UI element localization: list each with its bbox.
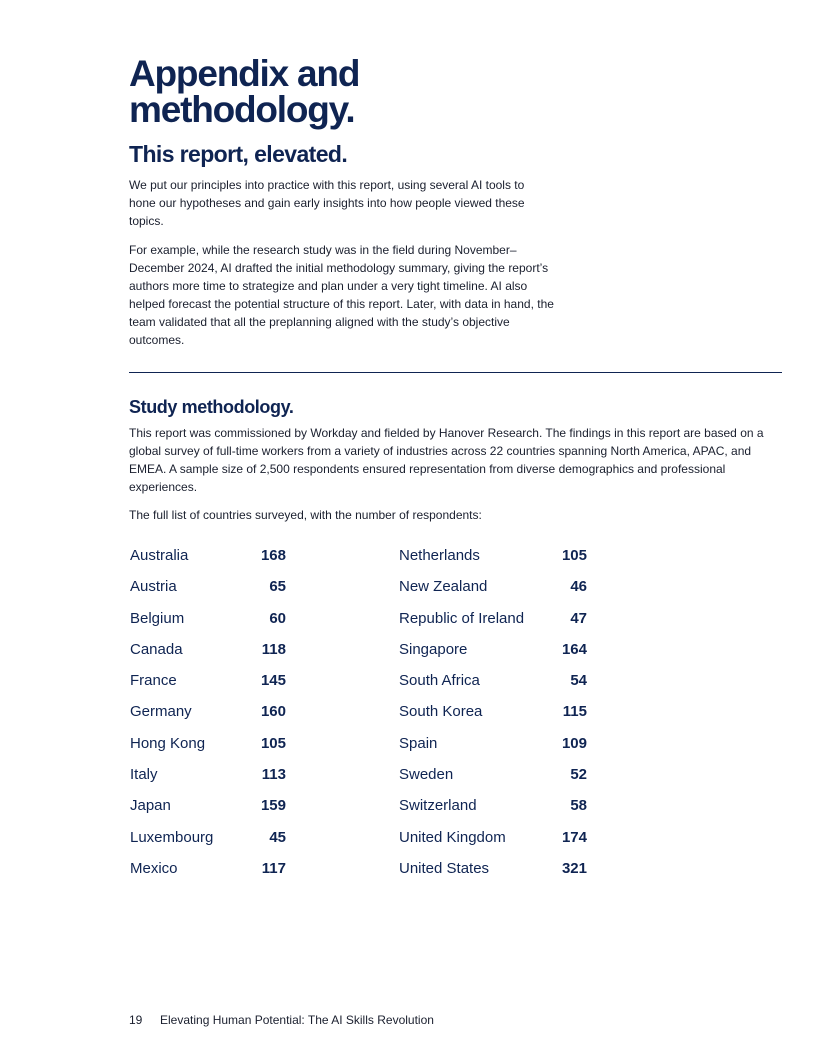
respondent-count: 174 — [561, 828, 587, 846]
respondent-count: 109 — [561, 734, 587, 752]
country-row — [130, 578, 286, 609]
intro-section — [129, 176, 554, 360]
country-name: Republic of Ireland — [399, 609, 525, 627]
country-row — [399, 797, 587, 828]
respondent-count: 118 — [261, 640, 286, 658]
respondent-count: 52 — [570, 766, 587, 784]
country-row — [399, 610, 587, 641]
country-row — [399, 829, 587, 860]
country-name: South Korea — [399, 703, 483, 721]
page-footer — [129, 1013, 434, 1027]
intro-paragraph: For example, while the research study was in the field during November–December 2024, AI drafted the initial methodology summary, giving the report’s authors more time to strategize and plan under a very tight timeline. AI also helped forecast the potential structure of this report. Later, with data in hand, the team validated that all the preplanning aligned with the study’s objective outcomes. — [129, 243, 554, 347]
country-name: Austria — [130, 578, 177, 596]
respondent-count: 105 — [561, 547, 587, 564]
country-row — [130, 703, 286, 734]
respondent-count: 58 — [570, 797, 587, 815]
respondent-count: 105 — [260, 734, 286, 752]
country-row — [130, 641, 286, 672]
country-name: France — [130, 672, 177, 690]
country-row — [399, 547, 587, 578]
country-list-right — [399, 547, 587, 891]
methodology-paragraph: This report was commissioned by Workday and fielded by Hanover Research. The findings in this report are based on a global survey of full-time workers from a variety of industries across 22 countries spanning North America, APAC, and EMEA. A sample size of 2,500 respondents ensured representation from diverse demographics and professional experiences. — [129, 426, 764, 494]
country-row — [399, 703, 587, 734]
country-name: Switzerland — [399, 797, 477, 815]
page-subtitle: This report, elevated. — [129, 141, 348, 167]
country-name: Hong Kong — [130, 734, 206, 752]
respondent-count: 159 — [260, 797, 286, 815]
respondent-count: 45 — [269, 828, 286, 846]
respondent-count: 117 — [261, 859, 286, 877]
country-row — [130, 610, 286, 641]
section-divider — [129, 372, 782, 373]
respondent-count: 65 — [269, 578, 286, 596]
country-list-left — [130, 547, 286, 891]
country-name: Netherlands — [399, 547, 480, 564]
footer-doc-title: Elevating Human Potential: The AI Skills Revolution — [160, 1013, 434, 1027]
country-name: Spain — [399, 734, 438, 752]
country-row — [399, 578, 587, 609]
respondent-count: 113 — [261, 766, 286, 784]
country-name: Belgium — [130, 609, 185, 627]
methodology-paragraph: The full list of countries surveyed, with the number of respondents: — [129, 508, 482, 522]
country-row — [130, 547, 286, 578]
country-name: New Zealand — [399, 578, 488, 596]
country-name: Singapore — [399, 640, 468, 658]
respondent-count: 54 — [570, 672, 587, 690]
country-row — [399, 766, 587, 797]
country-row — [399, 735, 587, 766]
respondent-count: 46 — [570, 578, 587, 596]
respondent-count: 160 — [260, 703, 286, 721]
country-row — [130, 672, 286, 703]
country-name: Australia — [130, 547, 189, 564]
page-title: Appendix and methodology. — [129, 53, 360, 130]
country-name: United Kingdom — [399, 828, 506, 846]
respondent-count: 145 — [260, 672, 286, 690]
country-row — [399, 641, 587, 672]
respondent-count: 115 — [562, 703, 587, 721]
country-row — [399, 860, 587, 891]
methodology-section — [129, 424, 781, 534]
country-row — [130, 735, 286, 766]
country-name: United States — [399, 859, 490, 877]
country-name: Mexico — [130, 859, 178, 877]
country-row — [130, 797, 286, 828]
country-name: Japan — [130, 797, 171, 815]
intro-paragraph: We put our principles into practice with this report, using several AI tools to hone our hypotheses and gain early insights into how people viewed these topics. — [129, 178, 525, 228]
country-name: Canada — [130, 640, 183, 658]
respondent-count: 47 — [570, 609, 587, 627]
methodology-title: Study methodology. — [129, 397, 294, 417]
country-row — [130, 860, 286, 891]
country-name: Germany — [130, 703, 192, 721]
country-row — [130, 766, 286, 797]
country-name: Luxembourg — [130, 828, 214, 846]
country-name: South Africa — [399, 672, 480, 690]
country-name: Italy — [130, 766, 158, 784]
respondent-count: 164 — [561, 640, 587, 658]
country-row — [399, 672, 587, 703]
respondent-count: 321 — [561, 859, 587, 877]
respondent-count: 60 — [269, 609, 286, 627]
country-name: Sweden — [399, 766, 454, 784]
respondent-count: 168 — [260, 547, 286, 564]
page-number: 19 — [129, 1013, 143, 1027]
country-row — [130, 829, 286, 860]
